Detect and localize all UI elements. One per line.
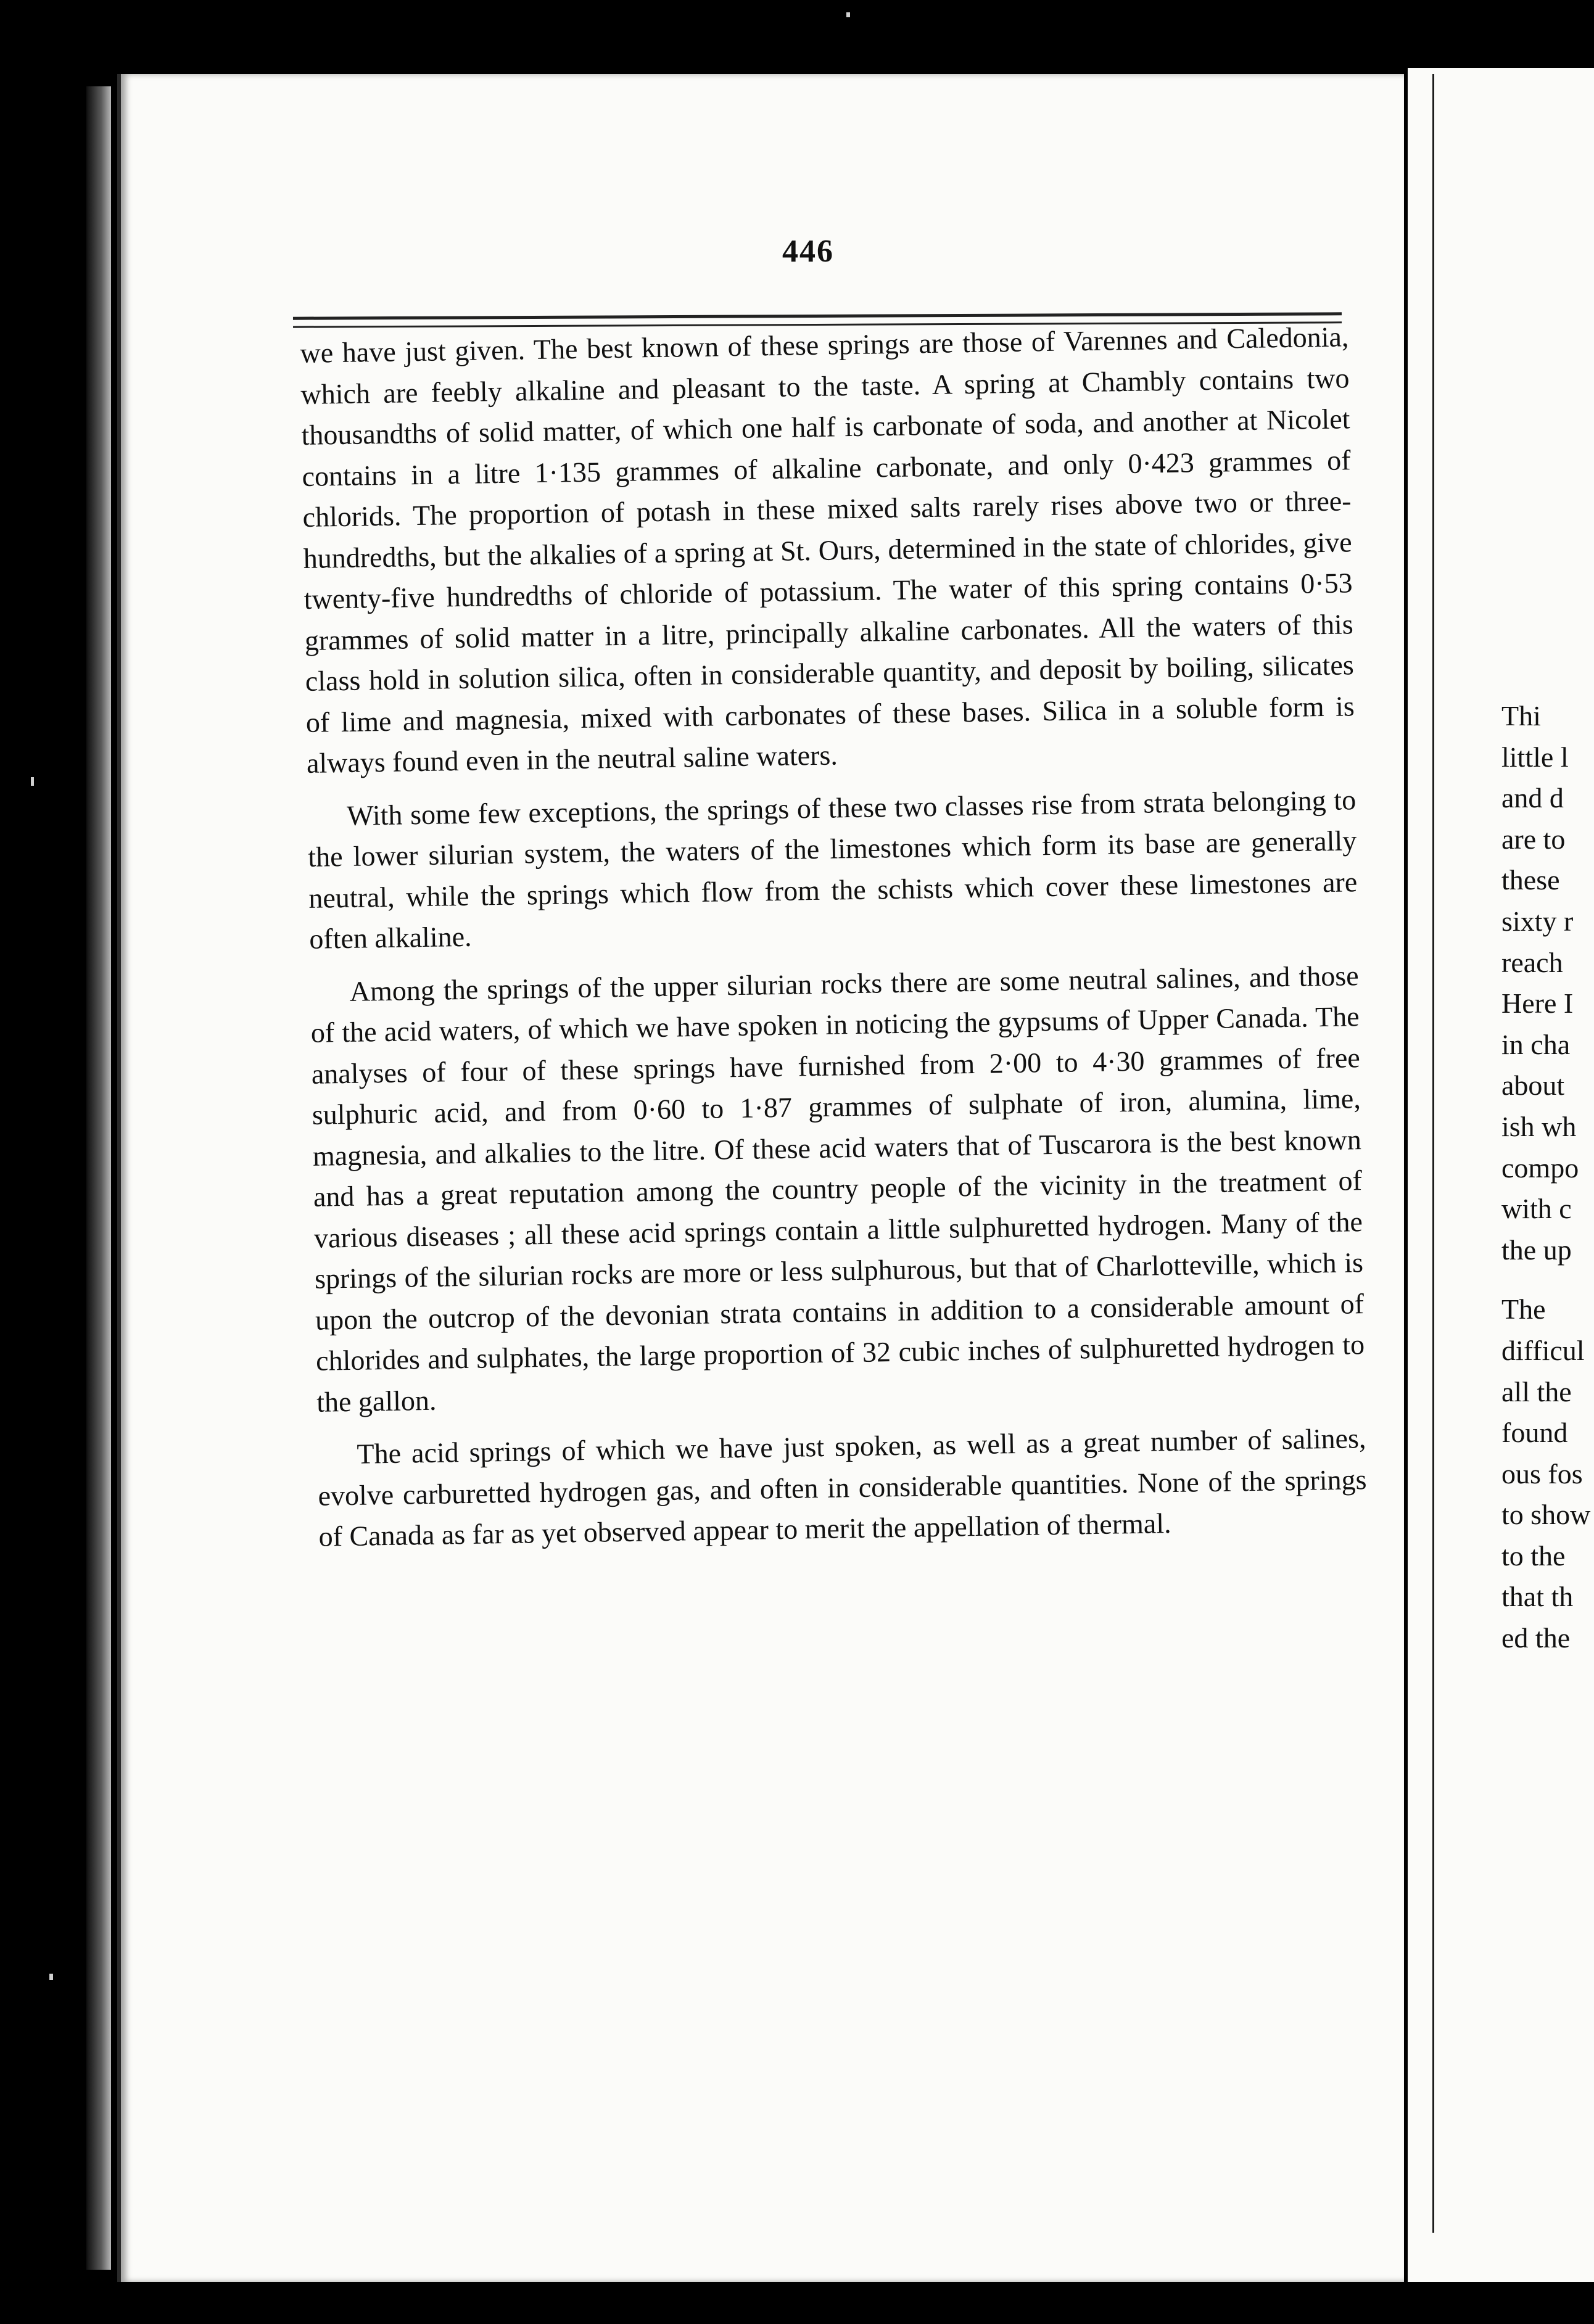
facing-line: sixty r	[1501, 905, 1574, 937]
facing-line: The	[1501, 1293, 1546, 1325]
facing-line: little l	[1501, 741, 1569, 773]
paragraph: With some few exceptions, the springs of these two classes rise from strata belonging to the lower silurian system, the waters of the limestones which form its base are generally neutral, while the springs which flow from the schists which cover these limestones are often alkaline.	[307, 783, 1358, 955]
facing-line: compo	[1501, 1152, 1579, 1184]
scan-speck	[846, 12, 850, 17]
facing-line: with c	[1501, 1193, 1572, 1225]
facing-line: in cha	[1501, 1028, 1571, 1060]
facing-line: difficul	[1501, 1334, 1585, 1366]
scan-speck	[31, 777, 34, 786]
facing-line: Thi	[1501, 700, 1541, 731]
facing-line: to the	[1501, 1539, 1566, 1572]
facing-page-text	[1501, 696, 1594, 1659]
page-edge-shadow	[86, 86, 111, 2270]
facing-line: ish wh	[1501, 1110, 1577, 1142]
paragraph-gap	[1501, 1271, 1594, 1289]
facing-line: that th	[1501, 1581, 1574, 1613]
facing-line: ed the	[1501, 1622, 1571, 1654]
facing-line: ous fos	[1501, 1457, 1583, 1490]
facing-line: and d	[1501, 782, 1564, 814]
paragraph: we have just given. The best known of these springs are those of Varennes and Caledonia, which are feebly alkaline and pleasant to the taste. A spring at Chambly contains two thousandths of solid matter, of which one half is carbonate of soda, and another at Nicolet contains in a litre 1·135 grammes of alkaline carbonate, and only 0·423 grammes of chlorids. The proportion of potash in these mixed salts rarely rises above two or three-hundredths, but the alkalies of a spring at St. Ours, determined in the state of chlorides, give twenty-five hundredths of chloride of potassium. The water of this spring contains 0·53 grammes of solid matter in a litre, principally alkaline carbonates. All the waters of this class hold in solution silica, often in considerable quantity, and deposit by boiling, silicates of lime and magnesia, mixed with carbonates of these bases. Silica in a soluble form is always found even in the neutral saline waters.	[300, 321, 1355, 779]
paragraph: Among the springs of the upper silurian rocks there are some neutral salines, and those of the acid waters, of which we have spoken in noticing the gypsums of Upper Canada. The analyses of four of these springs have furnished from 2·00 to 4·30 grammes of free sulphuric acid, and from 0·60 to 1·87 grammes of sulphate of iron, alumina, lime, magnesia, and alkalies to the litre. Of these acid waters that of Tuscarora is the best known and has a great reputation among the country people of the vicinity in the treatment of various diseases ; all these acid springs contain a little sulphuretted hydrogen. Many of the springs of the silurian rocks are more or less sulphurous, but that of Charlotteville, which is upon the outcrop of the devonian strata contains in addition to a considerable amount of chlorides and sulphates, the large proportion of 32 cubic inches of sulphuretted hydrogen to the gallon.	[310, 959, 1365, 1418]
facing-line: about	[1501, 1069, 1565, 1102]
facing-line: all the	[1501, 1375, 1572, 1407]
facing-line: are to	[1501, 823, 1566, 855]
main-text-column	[300, 316, 1368, 1569]
facing-line: Here I	[1501, 987, 1574, 1020]
scan-speck	[49, 1974, 53, 1980]
facing-line: these	[1501, 864, 1560, 896]
facing-line: the up	[1501, 1234, 1572, 1266]
facing-line: to show	[1501, 1499, 1591, 1531]
page-number: 446	[782, 234, 834, 269]
paragraph: The acid springs of which we have just spoken, as well as a great number of salines, evolve carburetted hydrogen gas, and often in considerable quantities. None of the springs of Canada as far as yet observed appear to merit the appellation of thermal.	[318, 1422, 1367, 1552]
facing-line: found	[1501, 1417, 1568, 1449]
facing-line: reach	[1501, 946, 1563, 978]
